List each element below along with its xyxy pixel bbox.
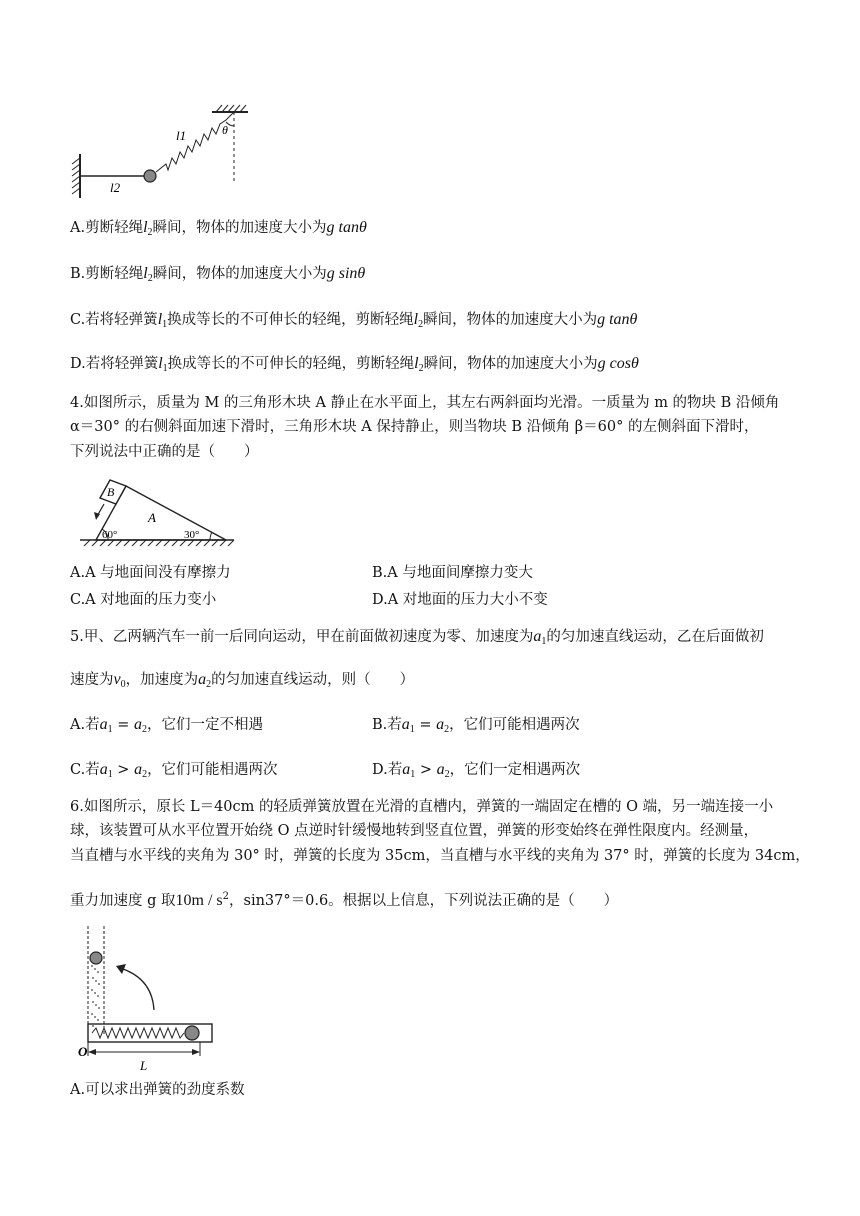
q6-option-a: A.可以求出弹簧的劲度系数 <box>70 1082 245 1098</box>
q3-option-d: D.若将轻弹簧$l_1$换成等长的不可伸长的轻绳，剪断轻绳$l_2$瞬间，物体的加速度大小为g cosθ <box>70 355 639 374</box>
q4-option-d: D.A 对地面的压力大小不变 <box>372 592 548 608</box>
q5-option-b: B.若$a_1 = a_2$，它们可能相遇两次 <box>372 716 580 735</box>
spring-l1 <box>156 112 234 172</box>
label-b: B <box>107 485 115 499</box>
ball-vertical <box>90 952 102 964</box>
q6-figure <box>76 922 226 1074</box>
label-a: A <box>148 510 156 525</box>
label-l1: l1 <box>176 128 187 143</box>
q3-figure <box>68 100 258 200</box>
label-theta: θ <box>222 123 228 137</box>
q4-stem-line3: 下列说法中正确的是（ ） <box>70 444 259 460</box>
label-o: O <box>78 1044 88 1059</box>
ball <box>144 170 156 182</box>
q5-stem-line2: 速度为$v_0$，加速度为$a_2$的匀加速直线运动，则（ ） <box>70 671 415 690</box>
spring-horizontal <box>92 1028 184 1038</box>
label-60: 60° <box>102 529 118 541</box>
q4-option-a: A.A 与地面间没有摩擦力 <box>70 565 231 581</box>
q5-stem-line1: 5.甲、乙两辆汽车一前一后同向运动，甲在前面做初速度为零、加速度为$a_1$的匀加速直线运动，乙在后面做初 <box>70 628 764 647</box>
q3-option-a: A.剪断轻绳$l_2$瞬间，物体的加速度大小为g tanθ <box>70 219 367 238</box>
q3-option-b: B.剪断轻绳$l_2$瞬间，物体的加速度大小为g sinθ <box>70 265 366 284</box>
q5-option-c: C.若$a_1 > a_2$，它们可能相遇两次 <box>70 761 278 780</box>
label-l: L <box>140 1058 148 1073</box>
q6-stem-line3: 当直槽与水平线的夹角为 30° 时，弹簧的长度为 35cm，当直槽与水平线的夹角为 37° 时，弹簧的长度为 34cm， <box>70 848 810 864</box>
q4-option-c: C.A 对地面的压力变小 <box>70 592 217 608</box>
label-l2: l2 <box>110 180 121 195</box>
q4-stem-line1: 4.如图所示，质量为 M 的三角形木块 A 静止在水平面上，其左右两斜面均光滑。一质量为 m 的物块 B 沿倾角 <box>70 395 780 411</box>
q6-stem-line2: 球，该装置可从水平位置开始绕 O 点逆时针缓慢地转到竖直位置，弹簧的形变始终在弹性限度内。经测量， <box>70 823 759 839</box>
q4-stem-line2: α＝30° 的右侧斜面加速下滑时，三角形木块 A 保持静止，则当物块 B 沿倾角 β＝60° 的左侧斜面下滑时， <box>70 419 759 435</box>
ball-horizontal <box>185 1026 199 1040</box>
q6-stem-line4: 重力加速度 g 取$10m / s^2$，sin37°＝0.6。根据以上信息，下列说法正确的是（ ） <box>70 891 619 909</box>
q4-figure <box>78 470 238 550</box>
q6-stem-line1: 6.如图所示，原长 L＝40cm 的轻质弹簧放置在光滑的直槽内，弹簧的一端固定在槽的 O 端，另一端连接一小 <box>70 799 774 815</box>
q5-option-a: A.若$a_1 = a_2$，它们一定不相遇 <box>70 716 263 735</box>
q3-option-c: C.若将轻弹簧$l_1$换成等长的不可伸长的轻绳，剪断轻绳$l_2$瞬间，物体的加速度大小为g tanθ <box>70 311 638 330</box>
q4-option-b: B.A 与地面间摩擦力变大 <box>372 565 533 581</box>
q5-option-d: D.若$a_1 > a_2$，它们一定相遇两次 <box>372 761 581 780</box>
label-30: 30° <box>184 529 200 541</box>
